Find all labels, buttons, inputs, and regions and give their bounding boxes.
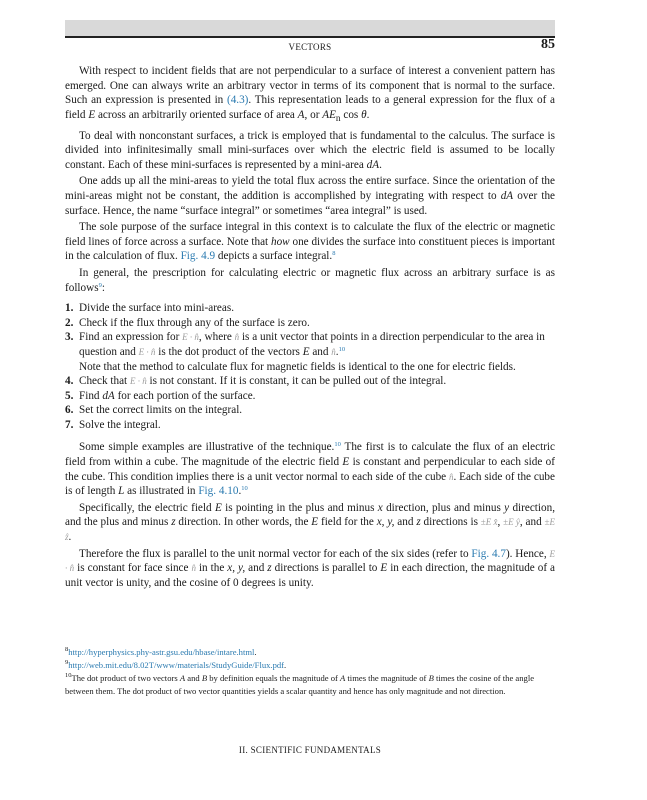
running-footer: II. SCIENTIFIC FUNDAMENTALS (238, 745, 382, 755)
paragraph-5: In general, the prescription for calculating electric or magnetic flux across an arbitrary surface is as follows$^9$: (65, 266, 555, 294)
footnote-10: $^{10}$The dot product of two vectors A and B by definition equals the magnitude of A times the magnitude of B times the cosine of the angle between them. The dot product of two vector quantities yields a scalar quantity and hence has only magnitude and not direction. (65, 672, 535, 696)
footnote-ref-9[interactable]: 9 (98, 281, 102, 289)
equation-image: n̂ (191, 563, 196, 574)
figure-ref-4-9[interactable]: Fig. 4.9 (180, 250, 216, 263)
paragraph-3: One adds up all the mini-areas to yield the total flux across the entire surface. Since the orientation of the mini-areas might not be constant, the addition is accomplished by integrating with respect to dA over the surface. Hence, the name “surface integral” or sometimes “area integral” is used. (65, 175, 556, 217)
footnote-ref-10[interactable]: 10 (241, 485, 248, 493)
footnotes (65, 646, 555, 698)
procedure-list (65, 301, 555, 432)
paragraph-7: Specifically, the electric field E is pointing in the plus and minus x direction, plus and minus y direction, and the plus and minus z direction. In other words, the E field for the x, y, and z directions is ±E x̂, ±E ŷ, and ±E ẑ. (65, 501, 556, 544)
paragraph-6: Some simple examples are illustrative of the technique.$^{10}$ The first is to calculate the flux of an electric field from within a cube. The magnitude of the electric field E is constant and perpendicular to each side of the cube. This condition implies there is a unit vector normal to each side of the cube n̂. Each side of the cube is of length L as illustrated in Fig. 4.10.10 (65, 441, 556, 498)
list-item: 1. Divide the surface into mini-areas. (65, 302, 235, 315)
paragraph-4: The sole purpose of the surface integral in this context is to calculate the flux of the electric or magnetic field lines of force across a surface. Note that how one divides the surface into constituent pieces is important in the calculation of flux. Fig. 4.9 depicts a surface integral.$^8$ (65, 221, 555, 263)
paragraph-1: With respect to incident fields that are not perpendicular to a surface of interest a convenient pattern has emerged. One can always write an arbitrary vector in terms of its component that is normal to the surface. Such an expression is presented in (4.3). This representation leads to a general expression for the flux of a field E across an arbitrarily oriented surface of area A, or $AE_n$ cos θ. (65, 65, 555, 125)
footnote-ref-8[interactable]: 8 (332, 250, 336, 258)
equation-ref-4-3[interactable]: (4.3) (226, 94, 249, 107)
list-item: 6. Set the correct limits on the integral. (65, 404, 243, 417)
equation-image: E · n̂ (65, 548, 555, 574)
list-item: 4. Check that E · n̂ is not constant. If it is constant, it can be pulled out of the integral. (65, 375, 447, 388)
running-head: VECTORS (288, 42, 332, 52)
figure-ref-4-10[interactable]: Fig. 4.10 (198, 485, 239, 498)
list-item: 7. Solve the integral. (65, 418, 161, 431)
footnote-link[interactable]: http://hyperphysics.phy-astr.gsu.edu/hbase/intare.html (68, 647, 255, 657)
paragraph-8: Therefore the flux is parallel to the unit normal vector for each of the six sides (refer to Fig. 4.7). Hence, E · n̂ is constant for face since n̂ in the x, y, and z directions is parallel to E in each direction, the magnitude of a unit vector is unity, and the cosine of 0 degrees is unity. (65, 547, 555, 589)
header-rule (65, 36, 555, 38)
header-bar (65, 20, 555, 36)
body-text (65, 64, 555, 592)
figure-ref-4-7[interactable]: Fig. 4.7 (471, 547, 506, 560)
footnote-ref-10[interactable]: 10 (338, 345, 346, 353)
equation-image: n̂ (331, 346, 336, 357)
footnote-link[interactable]: http://web.mit.edu/8.02T/www/materials/StudyGuide/Flux.pdf (68, 660, 285, 670)
equation-image: ±E x̂ (480, 517, 498, 528)
equation-image: ±E ẑ (65, 517, 555, 543)
footnote-ref-10[interactable]: 10 (334, 441, 341, 449)
equation-image: E · n̂ (182, 332, 199, 343)
footnote-9: $^9$http://web.mit.edu/8.02T/www/materials/StudyGuide/Flux.pdf. (65, 659, 287, 670)
footnote-8: $^8$http://hyperphysics.phy-astr.gsu.edu/hbase/intare.html. (65, 646, 257, 657)
equation-image: E · n̂ (129, 376, 147, 387)
paragraph-2: To deal with nonconstant surfaces, a trick is employed that is fundamental to the calculus. The surface is divided into infinitesimally small mini-surfaces over which the electric field is assumed to be locally constant. Each of these mini-surfaces is represented by a mini-area dA. (65, 129, 555, 171)
equation-image: ±E ŷ (503, 517, 520, 528)
page-number: 85 (541, 37, 555, 52)
equation-image: n̂ (234, 332, 240, 343)
equation-image: n̂ (448, 471, 454, 482)
equation-image: E · n̂ (138, 346, 156, 357)
list-item: 3. Find an expression for E · n̂, where n̂ is a unit vector that points in a direction perpendicular to the area in question and E · n̂ is the dot product of the vectors E and n̂.$^{10}$ Note that the method to calculate flux for magnetic fields is identical to the one for electric fields. (65, 331, 545, 373)
list-item: 5. Find dA for each portion of the surface. (65, 389, 256, 402)
list-item: 2. Check if the flux through any of the surface is zero. (65, 316, 310, 329)
